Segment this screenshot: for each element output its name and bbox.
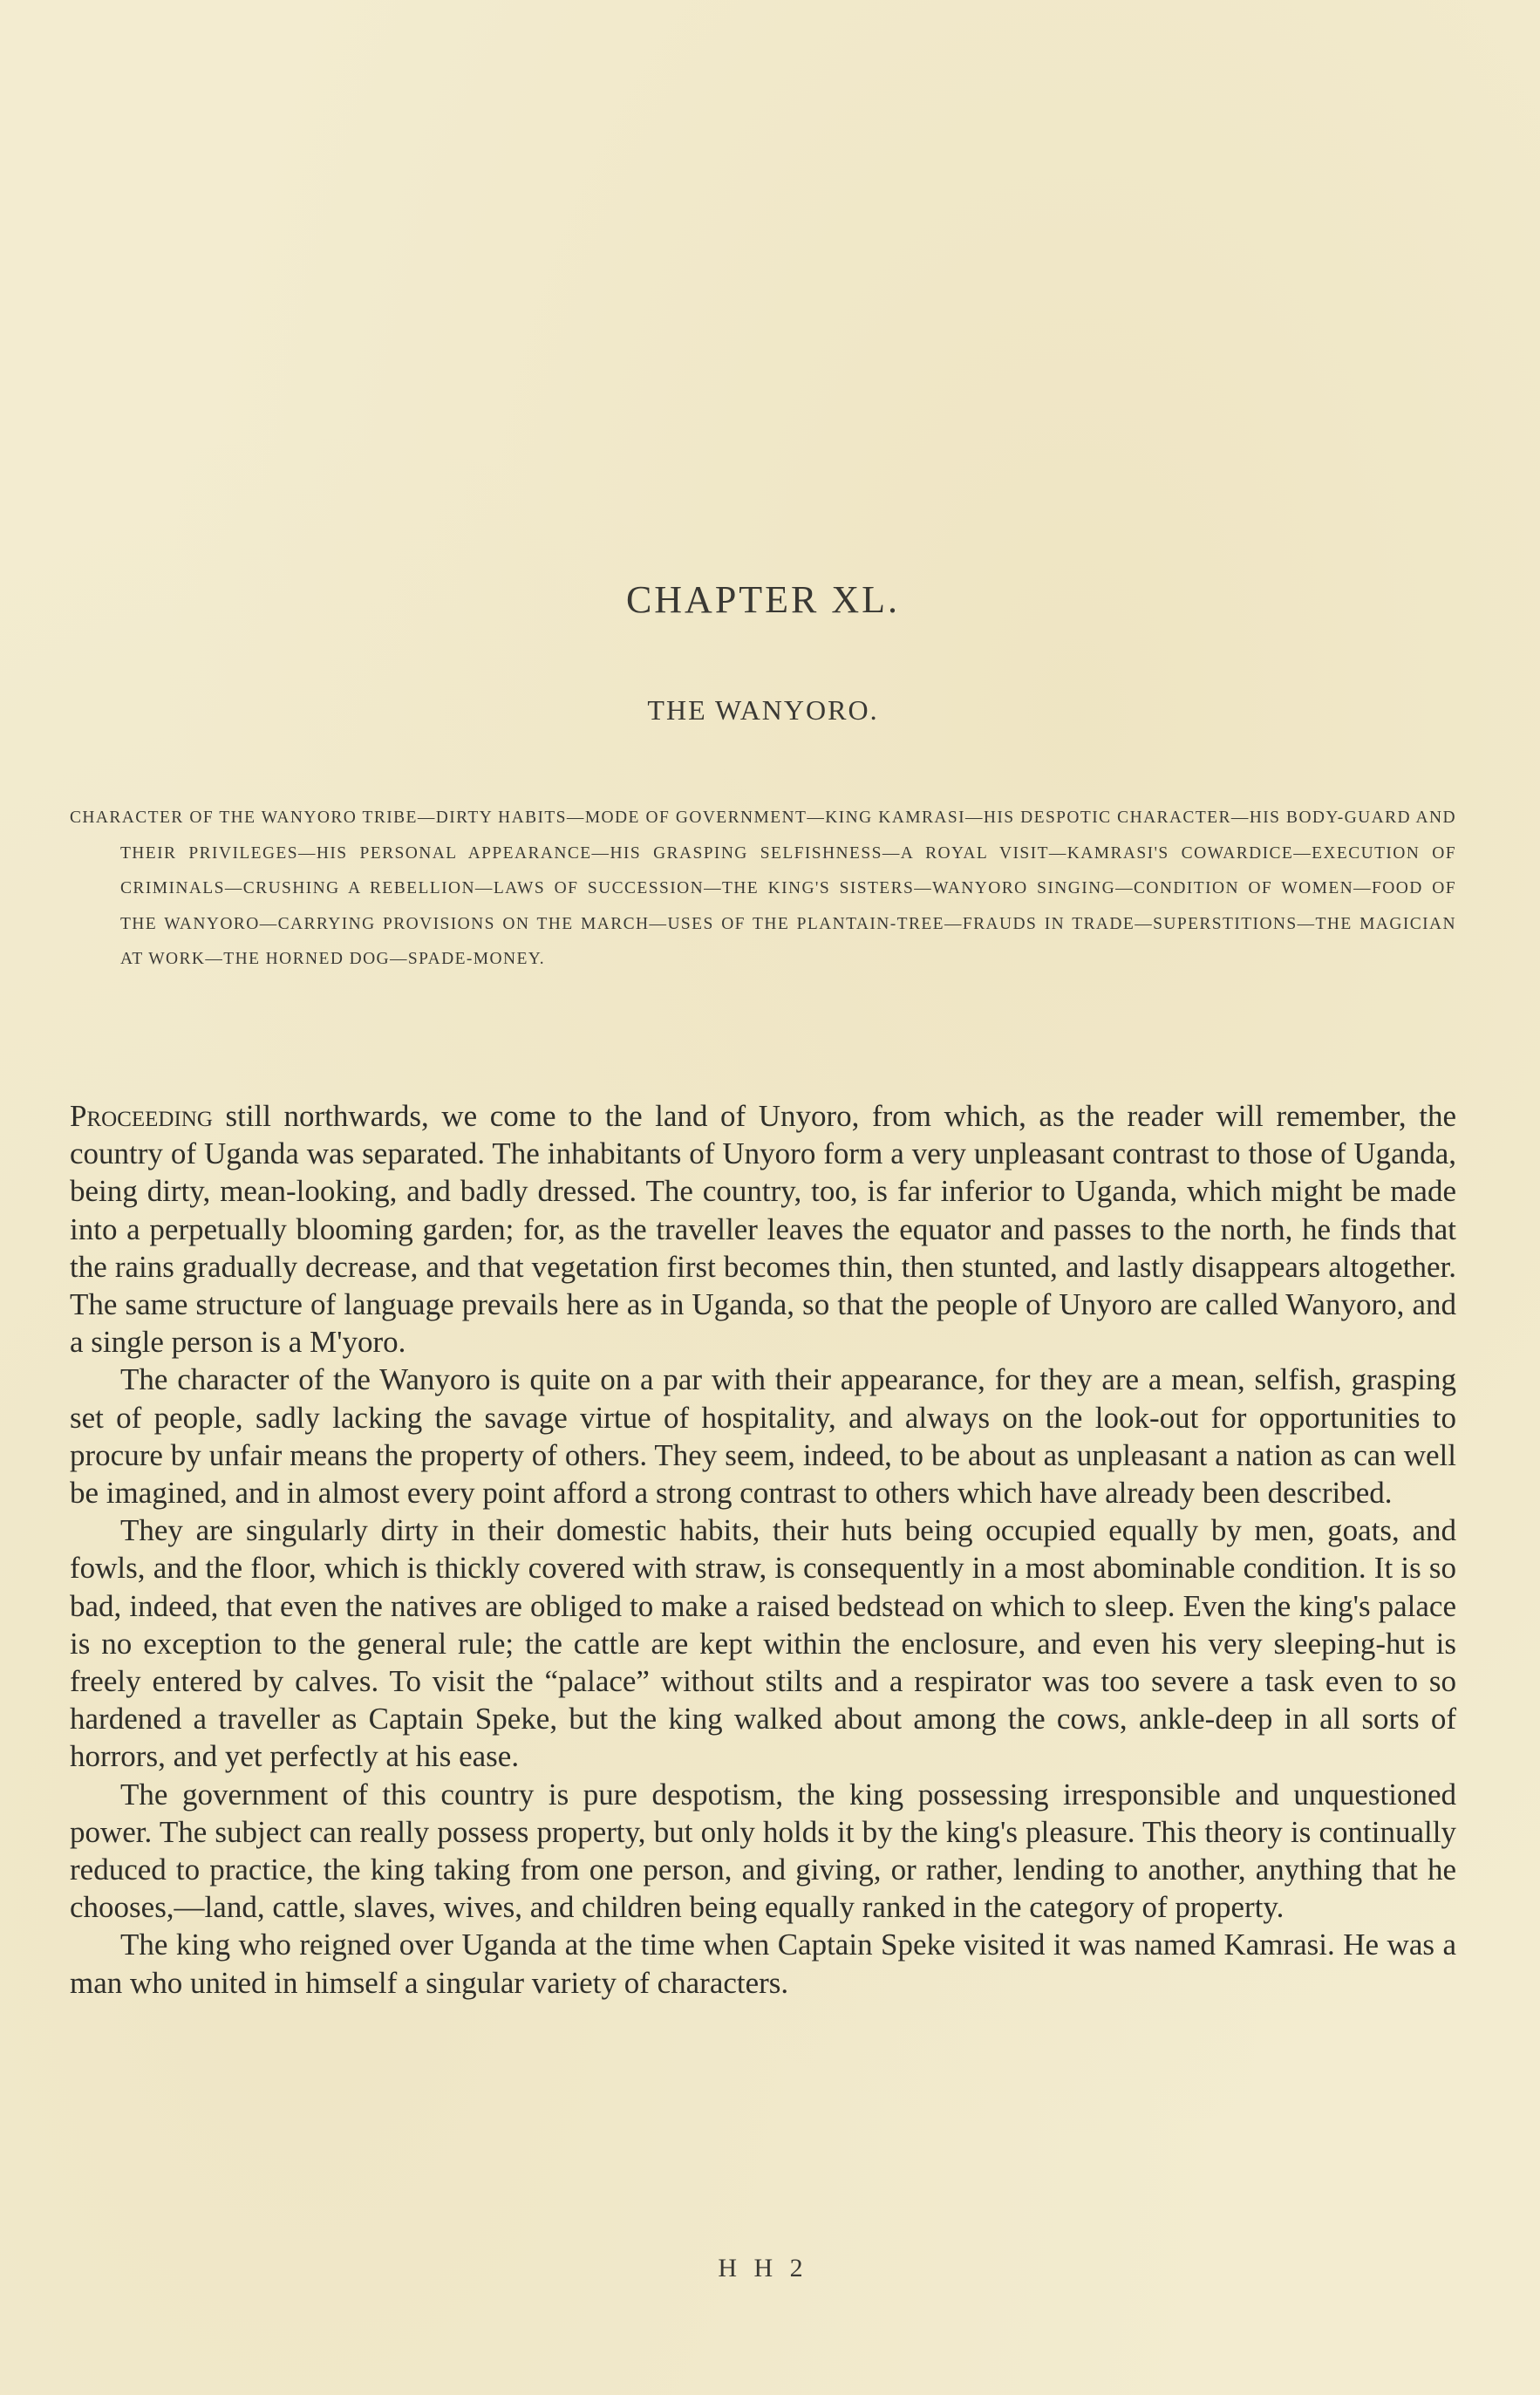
paragraph-1-text: still northwards, we come to the land of Unyoro, from which, as the reader will remember, the country of Uganda was separated. The inhabitants of Unyoro form a very unpleasant contrast to those of Uganda, being dirty, mean-looking, and badly dressed. The country, too, is far inferior to Uganda, which might be made into a perpetually blooming garden; for, as the traveller leaves the equator and passes to the north, he finds that the rains gradually decrease, and that vegetation first becomes thin, then stunted, and lastly disappears altogether. The same structure of language prevails here as in Uganda, so that the people of Unyoro are called Wanyoro, and a single person is a M'yoro.	[70, 1099, 1456, 1360]
paragraph-4: The government of this country is pure despotism, the king possessing irresponsible and unquestioned power. The subject can really possess property, but only holds it by the king's pleasure. This theory is continually reduced to practice, the king taking from one person, and giving, or rather, lending to another, anything that he chooses,—land, cattle, slaves, wives, and children being equally ranked in the category of property.	[70, 1777, 1456, 1925]
chapter-title: CHAPTER XL.	[625, 578, 901, 621]
paragraph-2: The character of the Wanyoro is quite on a par with their appearance, for they are a mean, selfish, grasping set of people, sadly lacking the savage virtue of hospitality, and always on the look-out for opportunities to procure by unfair means the property of others. They seem, indeed, to be about as unpleasant a nation as can well be imagined, and in almost every point afford a strong contrast to others which have already been described.	[70, 1362, 1456, 1511]
paragraph-3: They are singularly dirty in their domestic habits, their huts being occupied equally by men, goats, and fowls, and the floor, which is thickly covered with straw, is consequently in a most abominable condition. It is so bad, indeed, that even the natives are obliged to make a raised bedstead on which to sleep. Even the king's palace is no exception to the general rule; the cattle are kept within the enclosure, and even his very sleeping-hut is freely entered by calves. To visit the “palace” without stilts and a respirator was too severe a task even to so hardened a traveller as Captain Speke, but the king walked about among the cows, ankle-deep in all sorts of horrors, and yet perfectly at his ease.	[70, 1513, 1456, 1774]
chapter-synopsis: CHARACTER OF THE WANYORO TRIBE—DIRTY HABITS—MODE OF GOVERNMENT—KING KAMRASI—HIS DESPOTIC CHARACTER—HIS BODY-GUARD AND THEIR PRIVILEGES—HIS PERSONAL APPEARANCE—HIS GRASPING SELFISHNESS—A ROYAL VISIT—KAMRASI'S COWARDICE—EXECUTION OF CRIMINALS—CRUSHING A REBELLION—LAWS OF SUCCESSION—THE KING'S SISTERS—WANYORO SINGING—CONDITION OF WOMEN—FOOD OF THE WANYORO—CARRYING PROVISIONS ON THE MARCH—USES OF THE PLANTAIN-TREE—FRAUDS IN TRADE—SUPERSTITIONS—THE MAGICIAN AT WORK—THE HORNED DOG—SPADE-MONEY.	[70, 809, 1456, 968]
chapter-body	[70, 1097, 1456, 2002]
chapter-subtitle: THE WANYORO.	[647, 694, 879, 726]
paragraph-1	[70, 1097, 1456, 1361]
paragraph-1-lead: Proceeding	[70, 1099, 213, 1133]
paragraph-5: The king who reigned over Uganda at the time when Captain Speke visited it was named Kamrasi. He was a man who united in himself a singular variety of characters.	[70, 1928, 1456, 2000]
book-page	[70, 0, 1456, 2395]
printer-signature-mark: H H 2	[718, 2254, 808, 2282]
